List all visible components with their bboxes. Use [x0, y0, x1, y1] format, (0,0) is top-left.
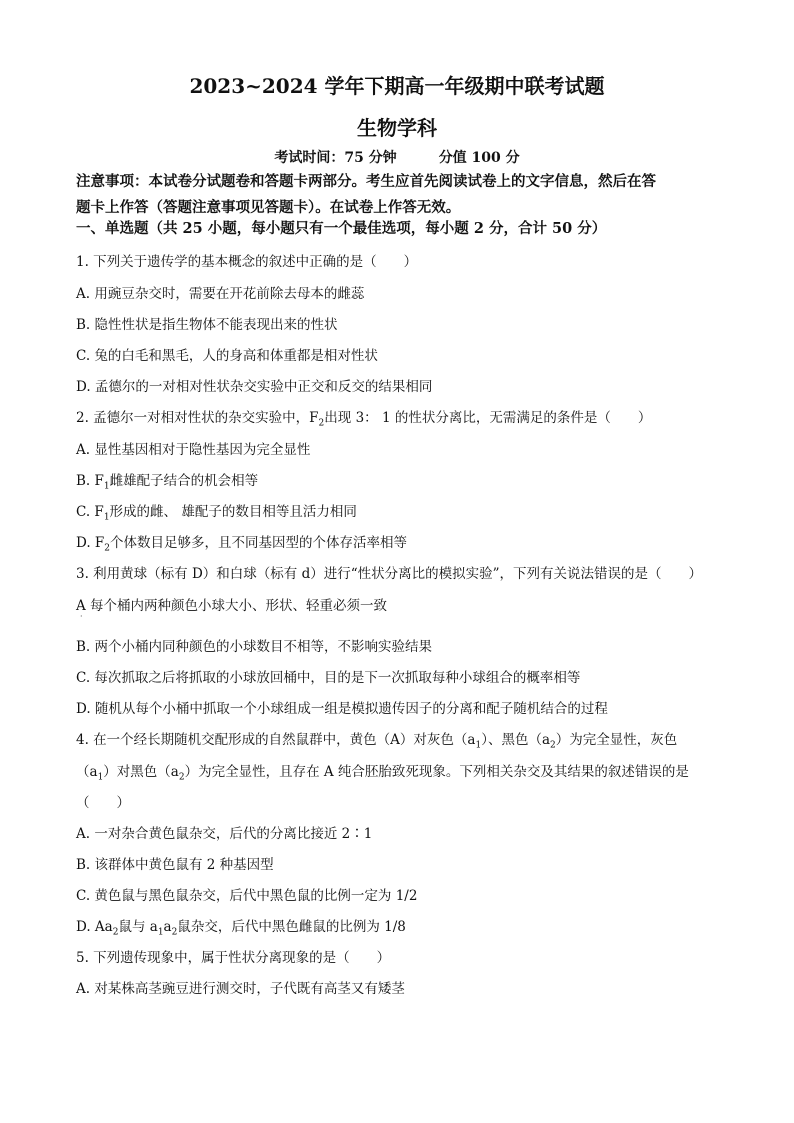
q3-option-a: A 每个桶内两种颜色小球大小、形状、轻重必须一致 — [76, 598, 388, 614]
q3-option-d: D. 随机从每个小桶中抓取一个小球组成一组是模拟遗传因子的分离和配子随机结合的过程 — [76, 701, 608, 717]
stray-mark: · — [80, 612, 83, 621]
q4-stem-line-3: （ ） — [76, 795, 130, 811]
q4-option-a: A. 一对杂合黄色鼠杂交，后代的分离比接近 2∶1 — [76, 826, 373, 842]
q3-option-b: B. 两个小桶内同种颜色的小球数目不相等，不影响实验结果 — [76, 639, 433, 655]
q4-stem-line-1: 4. 在一个经长期随机交配形成的自然鼠群中，黄色（A）对灰色$(a_1)$、黑色$(a_2)$为完全显性，灰色 — [76, 732, 678, 751]
q3-stem: 3. 利用黄球（标有 D）和白球（标有 d）进行“性状分离比的模拟实验”，下列有关说法错误的是（ ） — [76, 566, 703, 582]
exam-meta — [0, 147, 794, 167]
q5-option-a: A. 对某株高茎豌豆进行测交时，子代既有高茎又有矮茎 — [76, 981, 405, 997]
q4-option-d: D. $Aa_2$鼠与 $a_1a_2$鼠杂交，后代中黑色雌鼠的比例为 1/8 — [76, 919, 406, 938]
notice-line-2: 题卡上作答（答题注意事项见答题卡）。在试卷上作答无效。 — [76, 199, 461, 216]
exam-time: 考试时间：75 分钟 — [274, 150, 397, 166]
q2-option-d: D. $F_2$个体数目足够多，且不同基因型的个体存活率相等 — [76, 535, 408, 554]
q5-stem: 5. 下列遗传现象中，属于性状分离现象的是（ ） — [76, 950, 391, 966]
q1-option-d: D. 孟德尔的一对相对性状杂交实验中正交和反交的结果相同 — [76, 379, 433, 395]
exam-title: 2023~2024 学年下期高一年级期中联考试题 — [189, 74, 605, 98]
q2-option-a: A. 显性基因相对于隐性基因为完全显性 — [76, 442, 311, 458]
exam-score: 分值 100 分 — [438, 150, 520, 166]
q2-option-c: C. $F_1$形成的雌、 雄配子的数目相等且活力相同 — [76, 504, 357, 523]
q1-option-c: C. 兔的白毛和黑毛，人的身高和体重都是相对性状 — [76, 348, 378, 364]
q1-stem: 1. 下列关于遗传学的基本概念的叙述中正确的是（ ） — [76, 254, 418, 270]
notice-line-1: 注意事项：本试卷分试题卷和答题卡两部分。考生应首先阅读试卷上的文字信息，然后在答 — [76, 173, 656, 190]
q4-option-b: B. 该群体中黄色鼠有 2 种基因型 — [76, 857, 274, 873]
subject-title: 生物学科 — [357, 116, 437, 140]
q2-option-b: B. $F_1$雌雄配子结合的机会相等 — [76, 473, 259, 492]
section-heading: 一、单选题（共 25 小题，每小题只有一个最佳选项，每小题 2 分，合计 50 分） — [76, 220, 607, 237]
q4-stem-line-2: $(a_1)$对黑色$(a_2)$为完全显性，且存在 A 纯合胚胎致死现象。下列相关杂交及其结果的叙述错误的是 — [76, 764, 689, 783]
q1-option-a: A. 用豌豆杂交时，需要在开花前除去母本的雌蕊 — [76, 286, 365, 302]
q1-option-b: B. 隐性性状是指生物体不能表现出来的性状 — [76, 317, 338, 333]
q4-option-c: C. 黄色鼠与黑色鼠杂交，后代中黑色鼠的比例一定为 1/2 — [76, 888, 418, 904]
q2-stem: 2. 孟德尔一对相对性状的杂交实验中，$F_2$出现 3： 1 的性状分离比，无需满足的条件是（ ） — [76, 410, 652, 429]
q3-option-c: C. 每次抓取之后将抓取的小球放回桶中，目的是下一次抓取每种小球组合的概率相等 — [76, 670, 581, 686]
